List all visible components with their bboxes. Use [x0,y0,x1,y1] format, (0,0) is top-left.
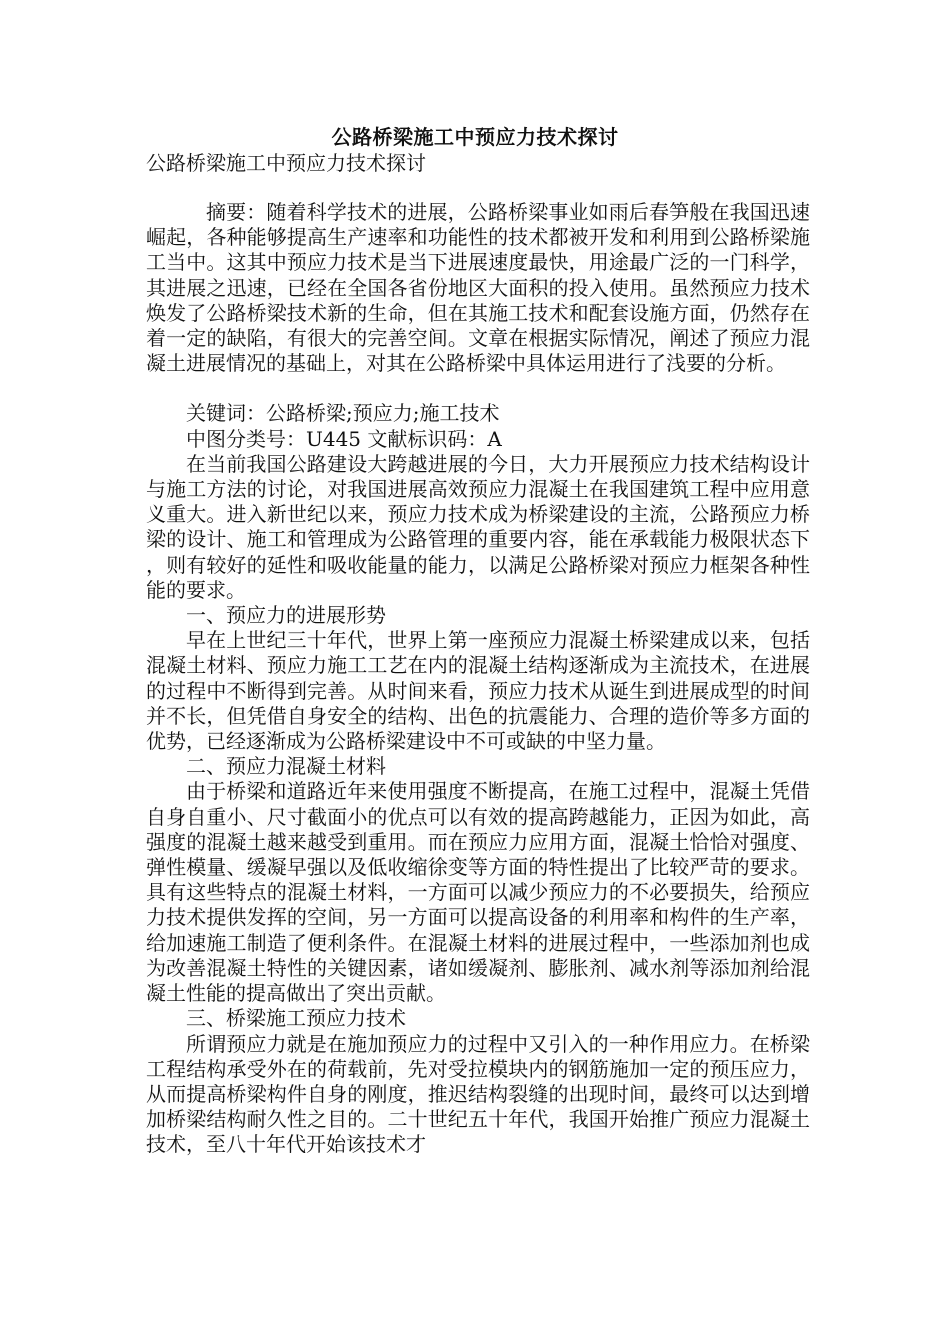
section-heading-3: 三、桥梁施工预应力技术 [186,1006,406,1031]
classification-line: 中图分类号：U445 文献标识码：A [186,426,502,451]
section-heading-2: 二、预应力混凝土材料 [186,754,386,779]
intro-paragraph: 在当前我国公路建设大跨越进展的今日，大力开展预应力技术结构设计与施工方法的讨论，对我国进展高效预应力混凝土在我国建筑工程中应用意义重大。进入新世纪以来，预应力技术成为桥梁建设的主流，公路预应力桥梁的设计、施工和管理成为公路管理的重要内容，能在承载能力极限状态下，则有较好的延性和吸收能量的能力，以满足公路桥梁对预应力框架各种性能的要求。 [146,451,810,602]
section-paragraph-2: 由于桥梁和道路近年来使用强度不断提高，在施工过程中，混凝土凭借自身自重小、尺寸截面小的优点可以有效的提高跨越能力，正因为如此，高强度的混凝土越来越受到重用。而在预应力应用方面，混凝土恰恰对强度、弹性模量、缓凝早强以及低收缩徐变等方面的特性提出了比较严苛的要求。具有这些特点的混凝土材料，一方面可以减少预应力的不必要损失，给预应力技术提供发挥的空间，另一方面可以提高设备的利用率和构件的生产率，给加速施工制造了便利条件。在混凝土材料的进展过程中，一些添加剂也成为改善混凝土特性的关键因素，诸如缓凝剂、膨胀剂、减水剂等添加剂给混凝土性能的提高做出了突出贡献。 [146,779,810,1006]
abstract-paragraph: 摘要：随着科学技术的进展，公路桥梁事业如雨后春笋般在我国迅速崛起，各种能够提高生产速率和功能性的技术都被开发和利用到公路桥梁施工当中。这其中预应力技术是当下进展速度最快，用途最广泛的一门科学，其进展之迅速，已经在全国各省份地区大面积的投入使用。虽然预应力技术焕发了公路桥梁技术新的生命，但在其施工技术和配套设施方面，仍然存在着一定的缺陷，有很大的完善空间。文章在根据实际情况，阐述了预应力混凝土进展情况的基础上，对其在公路桥梁中具体运用进行了浅要的分析。 [146,200,810,376]
section-paragraph-1: 早在上世纪三十年代，世界上第一座预应力混凝土桥梁建成以来，包括混凝土材料、预应力施工工艺在内的混凝土结构逐渐成为主流技术，在进展的过程中不断得到完善。从时间来看，预应力技术从诞生到进展成型的时间并不长，但凭借自身安全的结构、出色的抗震能力、合理的造价等多方面的优势，已经逐渐成为公路桥梁建设中不可或缺的中坚力量。 [146,628,810,754]
section-paragraph-3: 所谓预应力就是在施加预应力的过程中又引入的一种作用应力。在桥梁工程结构承受外在的荷载前，先对受拉模块内的钢筋施加一定的预压应力，从而提高桥梁构件自身的刚度，推迟结构裂缝的出现时间，最终可以达到增加桥梁结构耐久性之目的。二十世纪五十年代，我国开始推广预应力混凝土技术，至八十年代开始该技术才 [146,1031,810,1157]
document-subtitle: 公路桥梁施工中预应力技术探讨 [146,151,426,175]
document-title: 公路桥梁施工中预应力技术探讨 [331,125,619,149]
keywords-line: 关键词：公路桥梁;预应力;施工技术 [186,401,500,426]
section-heading-1: 一、预应力的进展形势 [186,603,386,628]
document-body [146,200,810,1158]
